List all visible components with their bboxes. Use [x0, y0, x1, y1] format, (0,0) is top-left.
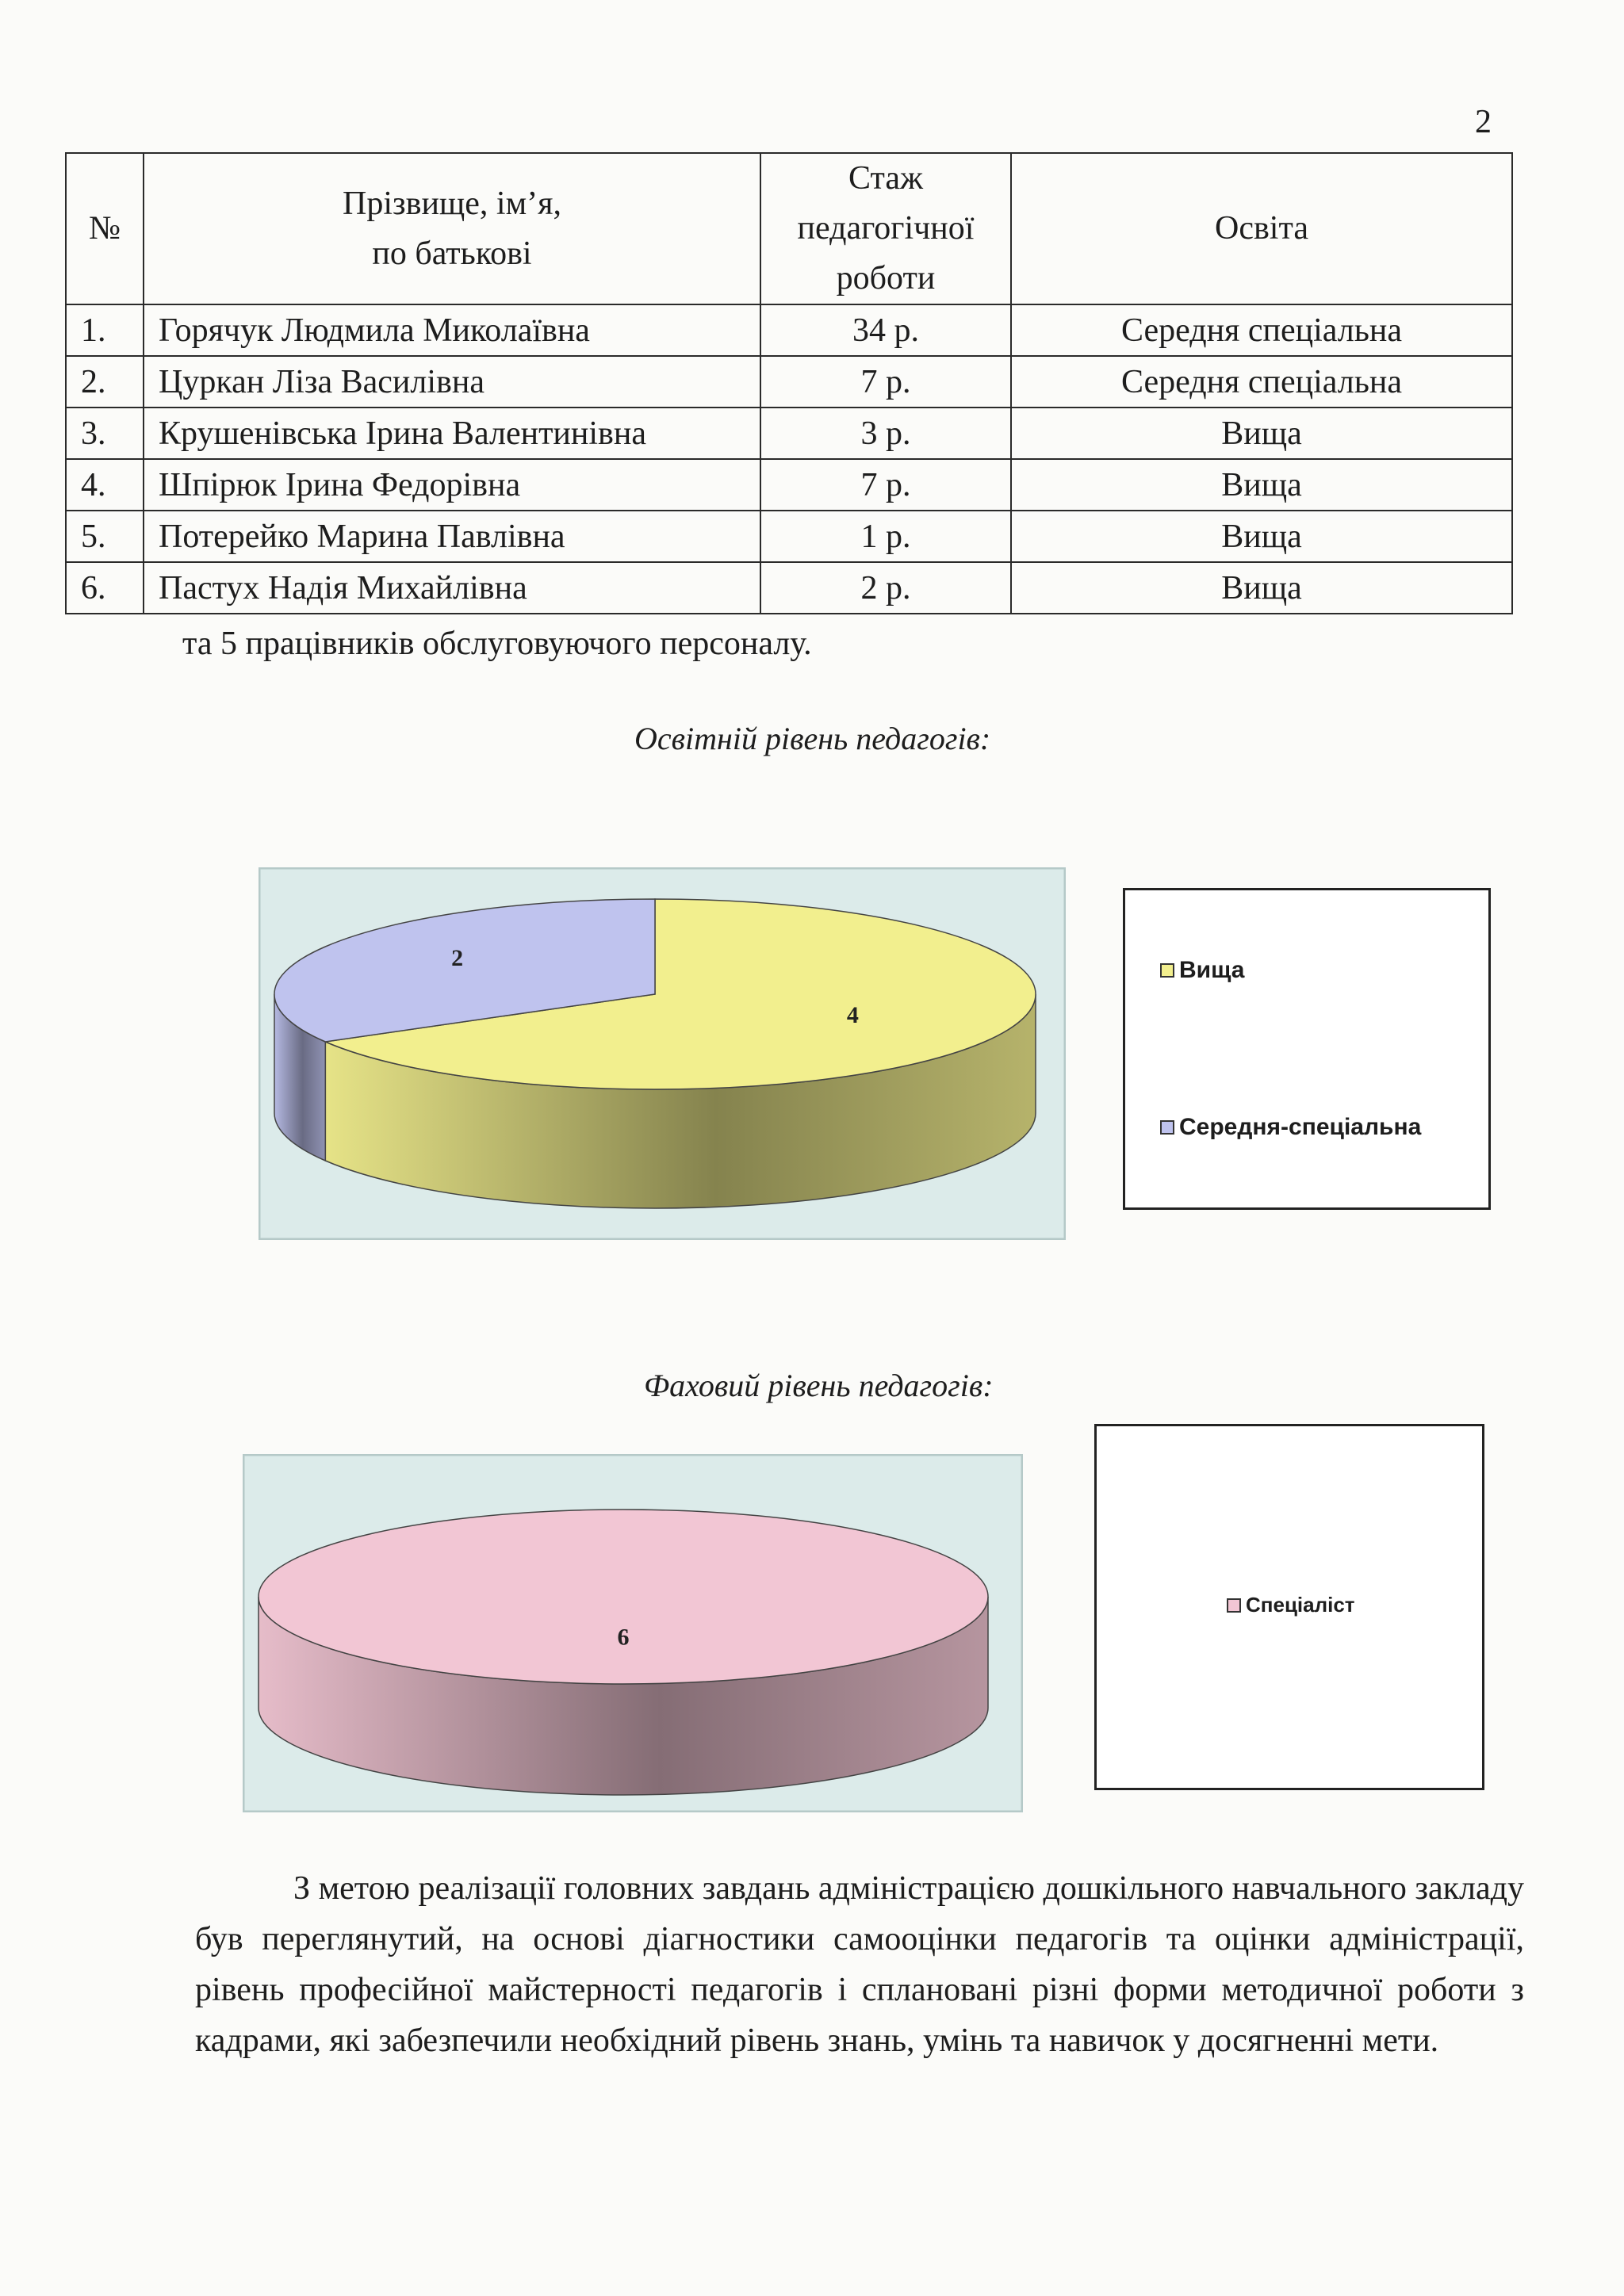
- legend-swatch: [1160, 963, 1174, 978]
- header-experience: Стаж педагогічної роботи: [760, 153, 1011, 304]
- row-number: 6.: [66, 562, 144, 614]
- row-number: 2.: [66, 356, 144, 408]
- staff-table: [65, 152, 1513, 614]
- header-number: №: [66, 153, 144, 304]
- row-name: Крушенівська Ірина Валентинівна: [144, 408, 760, 459]
- pie-data-label: 6: [617, 1624, 630, 1651]
- legend-label: Середня-спеціальна: [1179, 1114, 1422, 1140]
- legend-item: [1227, 1593, 1355, 1617]
- table-row: [66, 562, 1512, 614]
- row-education: Середня спеціальна: [1011, 356, 1512, 408]
- legend-label: Вища: [1179, 957, 1245, 983]
- row-number: 4.: [66, 459, 144, 511]
- row-experience: 7 р.: [760, 459, 1011, 511]
- table-row: [66, 459, 1512, 511]
- pie-slice-Спеціаліст: [259, 1510, 988, 1684]
- header-education: Освіта: [1011, 153, 1512, 304]
- education-chart-heading: Освітній рівень педагогів:: [634, 721, 991, 756]
- row-name: Пастух Надія Михайлівна: [144, 562, 760, 614]
- row-experience: 7 р.: [760, 356, 1011, 408]
- row-education: Вища: [1011, 511, 1512, 562]
- legend-item: [1160, 1114, 1421, 1141]
- pie-data-label: 2: [451, 945, 464, 971]
- row-experience: 3 р.: [760, 408, 1011, 459]
- table-row: [66, 511, 1512, 562]
- header-name: Прізвище, ім’я, по батькові: [144, 153, 760, 304]
- education-legend: [1123, 888, 1491, 1210]
- legend-swatch: [1227, 1598, 1241, 1613]
- qualification-pie-chart: [243, 1454, 1023, 1812]
- row-number: 5.: [66, 511, 144, 562]
- table-row: [66, 304, 1512, 356]
- body-paragraph: З метою реалізації головних завдань адміністрацією дошкільного навчального закладу був переглянутий, на основі діагностики самооцінки педагогів та оцінки адміністрації, рівень професійної майстерності педагогів і сплановані різні форми методичної роботи з кадрами, які забезпечили необхідний рівень знань, умінь та навичок у досягненні мети.: [195, 1870, 1524, 2059]
- row-name: Потерейко Марина Павлівна: [144, 511, 760, 562]
- staff-note: та 5 працівників обслуговуючого персоналу.: [182, 626, 812, 662]
- pie-data-label: 4: [846, 1002, 859, 1028]
- row-name: Горячук Людмила Миколаївна: [144, 304, 760, 356]
- table-row: [66, 356, 1512, 408]
- legend-swatch: [1160, 1120, 1174, 1135]
- page-number: 2: [1475, 104, 1492, 140]
- row-experience: 2 р.: [760, 562, 1011, 614]
- table-row: [66, 408, 1512, 459]
- row-name: Цуркан Ліза Василівна: [144, 356, 760, 408]
- qualification-chart-heading: Фаховий рівень педагогів:: [644, 1368, 994, 1403]
- education-pie-chart: [259, 867, 1066, 1240]
- row-education: Вища: [1011, 459, 1512, 511]
- row-education: Вища: [1011, 562, 1512, 614]
- legend-item: [1160, 957, 1244, 984]
- row-education: Вища: [1011, 408, 1512, 459]
- row-education: Середня спеціальна: [1011, 304, 1512, 356]
- legend-label: Спеціаліст: [1246, 1593, 1355, 1617]
- row-name: Шпірюк Ірина Федорівна: [144, 459, 760, 511]
- qualification-legend: [1094, 1424, 1484, 1790]
- row-number: 3.: [66, 408, 144, 459]
- row-number: 1.: [66, 304, 144, 356]
- table-header-row: [66, 153, 1512, 304]
- row-experience: 34 р.: [760, 304, 1011, 356]
- row-experience: 1 р.: [760, 511, 1011, 562]
